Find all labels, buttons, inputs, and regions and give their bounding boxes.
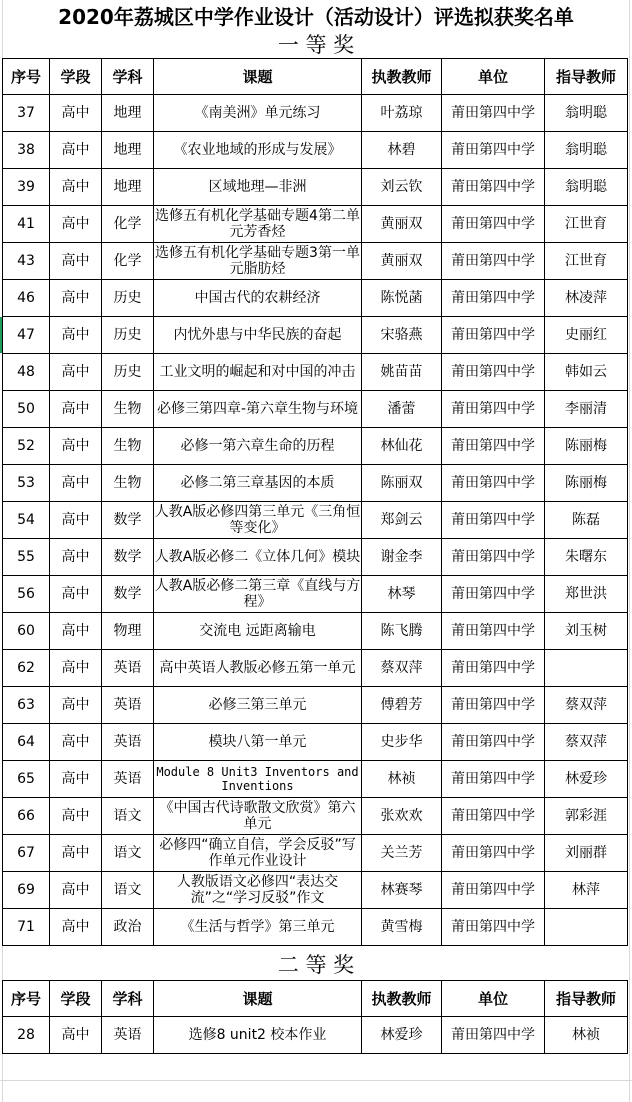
cell-advisor: 林祯 <box>545 1017 628 1054</box>
cell-subject: 语文 <box>102 872 154 909</box>
cell-teacher: 陈飞腾 <box>362 613 442 650</box>
cell-teacher: 张欢欢 <box>362 798 442 835</box>
cell-advisor: 朱曙东 <box>545 539 628 576</box>
cell-serial: 37 <box>3 95 50 132</box>
cell-advisor: 翁明聪 <box>545 132 628 169</box>
cell-unit: 莆田第四中学 <box>442 169 545 206</box>
table-row <box>3 613 628 650</box>
column-header: 学科 <box>102 59 154 95</box>
column-header: 指导教师 <box>545 59 628 95</box>
column-header: 序号 <box>3 59 50 95</box>
cell-teacher: 姚苗苗 <box>362 354 442 391</box>
column-header: 单位 <box>442 59 545 95</box>
cell-unit: 莆田第四中学 <box>442 576 545 613</box>
cell-topic: 模块八第一单元 <box>154 724 362 761</box>
table-row <box>3 243 628 280</box>
cell-topic: 必修一第六章生命的历程 <box>154 428 362 465</box>
cell-stage: 高中 <box>50 650 102 687</box>
cell-advisor: 翁明聪 <box>545 95 628 132</box>
cell-topic: 《生活与哲学》第三单元 <box>154 909 362 946</box>
table-row <box>3 872 628 909</box>
cell-advisor: 刘玉树 <box>545 613 628 650</box>
second-prize-table <box>2 980 628 1054</box>
cell-advisor: 郭彩涯 <box>545 798 628 835</box>
cell-subject: 物理 <box>102 613 154 650</box>
cell-teacher: 陈悦菡 <box>362 280 442 317</box>
cell-subject: 生物 <box>102 391 154 428</box>
cell-unit: 莆田第四中学 <box>442 206 545 243</box>
cell-stage: 高中 <box>50 280 102 317</box>
cell-unit: 莆田第四中学 <box>442 391 545 428</box>
cell-teacher: 史步华 <box>362 724 442 761</box>
cell-subject: 化学 <box>102 206 154 243</box>
cell-advisor <box>545 909 628 946</box>
cell-subject: 历史 <box>102 354 154 391</box>
table-row <box>3 909 628 946</box>
cell-stage: 高中 <box>50 1017 102 1054</box>
cell-teacher: 林爱珍 <box>362 1017 442 1054</box>
column-header: 执教教师 <box>362 59 442 95</box>
cell-unit: 莆田第四中学 <box>442 835 545 872</box>
cell-stage: 高中 <box>50 428 102 465</box>
cell-subject: 英语 <box>102 650 154 687</box>
cell-advisor: 林萍 <box>545 872 628 909</box>
cell-serial: 67 <box>3 835 50 872</box>
cell-stage: 高中 <box>50 169 102 206</box>
table-row <box>3 724 628 761</box>
column-header: 学段 <box>50 981 102 1017</box>
table-row <box>3 391 628 428</box>
cell-topic: 工业文明的崛起和对中国的冲击 <box>154 354 362 391</box>
cell-stage: 高中 <box>50 576 102 613</box>
cell-teacher: 黄雪梅 <box>362 909 442 946</box>
cell-unit: 莆田第四中学 <box>442 798 545 835</box>
cell-advisor: 林凌萍 <box>545 280 628 317</box>
cell-advisor: 林爱珍 <box>545 761 628 798</box>
cell-teacher: 林碧 <box>362 132 442 169</box>
cell-subject: 英语 <box>102 1017 154 1054</box>
cell-advisor: 陈丽梅 <box>545 465 628 502</box>
cell-unit: 莆田第四中学 <box>442 872 545 909</box>
cell-serial: 54 <box>3 502 50 539</box>
cell-topic: 高中英语人教版必修五第一单元 <box>154 650 362 687</box>
cell-serial: 66 <box>3 798 50 835</box>
cell-subject: 地理 <box>102 169 154 206</box>
cell-topic: 人教A版必修四第三单元《三角恒等变化》 <box>154 502 362 539</box>
cell-unit: 莆田第四中学 <box>442 539 545 576</box>
cell-advisor: 蔡双萍 <box>545 724 628 761</box>
cell-topic: 区域地理—非洲 <box>154 169 362 206</box>
cell-subject: 地理 <box>102 95 154 132</box>
cell-advisor: 蔡双萍 <box>545 687 628 724</box>
cell-serial: 38 <box>3 132 50 169</box>
table-row <box>3 1017 628 1054</box>
cell-stage: 高中 <box>50 206 102 243</box>
section-heading-second-prize: 二 等 奖 <box>277 953 355 977</box>
cell-stage: 高中 <box>50 613 102 650</box>
first-prize-table <box>2 58 628 946</box>
cell-teacher: 黄丽双 <box>362 243 442 280</box>
cell-stage: 高中 <box>50 687 102 724</box>
cell-stage: 高中 <box>50 798 102 835</box>
cell-topic: 人教A版必修二第三章《直线与方程》 <box>154 576 362 613</box>
cell-topic: 必修二第三章基因的本质 <box>154 465 362 502</box>
table-row <box>3 465 628 502</box>
table-row <box>3 206 628 243</box>
cell-teacher: 谢金李 <box>362 539 442 576</box>
cell-serial: 53 <box>3 465 50 502</box>
table-row <box>3 132 628 169</box>
cell-serial: 69 <box>3 872 50 909</box>
cell-teacher: 刘云钦 <box>362 169 442 206</box>
table-row <box>3 650 628 687</box>
cell-serial: 48 <box>3 354 50 391</box>
cell-subject: 数学 <box>102 539 154 576</box>
cell-subject: 英语 <box>102 761 154 798</box>
cell-unit: 莆田第四中学 <box>442 280 545 317</box>
cell-advisor: 李丽清 <box>545 391 628 428</box>
column-header: 单位 <box>442 981 545 1017</box>
cell-teacher: 陈丽双 <box>362 465 442 502</box>
cell-unit: 莆田第四中学 <box>442 1017 545 1054</box>
cell-topic: 交流电 远距离输电 <box>154 613 362 650</box>
column-header: 课题 <box>154 59 362 95</box>
cell-unit: 莆田第四中学 <box>442 317 545 354</box>
cell-unit: 莆田第四中学 <box>442 465 545 502</box>
cell-subject: 英语 <box>102 687 154 724</box>
cell-stage: 高中 <box>50 391 102 428</box>
table-row <box>3 798 628 835</box>
column-header: 序号 <box>3 981 50 1017</box>
cell-stage: 高中 <box>50 243 102 280</box>
table-row <box>3 502 628 539</box>
cell-stage: 高中 <box>50 724 102 761</box>
cell-serial: 28 <box>3 1017 50 1054</box>
cell-teacher: 宋骆燕 <box>362 317 442 354</box>
cell-stage: 高中 <box>50 761 102 798</box>
cell-stage: 高中 <box>50 502 102 539</box>
cell-subject: 化学 <box>102 243 154 280</box>
cell-teacher: 黄丽双 <box>362 206 442 243</box>
cell-advisor: 陈磊 <box>545 502 628 539</box>
cell-unit: 莆田第四中学 <box>442 428 545 465</box>
cell-serial: 71 <box>3 909 50 946</box>
cell-serial: 43 <box>3 243 50 280</box>
table-row <box>3 317 628 354</box>
cell-stage: 高中 <box>50 872 102 909</box>
cell-unit: 莆田第四中学 <box>442 132 545 169</box>
table-row <box>3 280 628 317</box>
cell-teacher: 林赛琴 <box>362 872 442 909</box>
cell-serial: 47 <box>3 317 50 354</box>
table-row <box>3 576 628 613</box>
cell-teacher: 林琴 <box>362 576 442 613</box>
cell-topic: Module 8 Unit3 Inventors and Inventions <box>154 761 362 798</box>
column-header: 学科 <box>102 981 154 1017</box>
column-header: 执教教师 <box>362 981 442 1017</box>
cell-teacher: 潘蕾 <box>362 391 442 428</box>
cell-serial: 56 <box>3 576 50 613</box>
table-header-row <box>3 981 628 1017</box>
cell-subject: 数学 <box>102 576 154 613</box>
cell-subject: 语文 <box>102 835 154 872</box>
cell-advisor: 翁明聪 <box>545 169 628 206</box>
cell-serial: 52 <box>3 428 50 465</box>
cell-subject: 英语 <box>102 724 154 761</box>
cell-teacher: 郑剑云 <box>362 502 442 539</box>
document-title: 2020年荔城区中学作业设计（活动设计）评选拟获奖名单 <box>58 5 574 29</box>
table-row <box>3 169 628 206</box>
cell-teacher: 傅碧芳 <box>362 687 442 724</box>
cell-topic: 《中国古代诗歌散文欣赏》第六单元 <box>154 798 362 835</box>
cell-unit: 莆田第四中学 <box>442 354 545 391</box>
cell-teacher: 关兰芳 <box>362 835 442 872</box>
cell-stage: 高中 <box>50 539 102 576</box>
cell-topic: 中国古代的农耕经济 <box>154 280 362 317</box>
cell-unit: 莆田第四中学 <box>442 613 545 650</box>
sheet-gridline <box>0 1080 632 1081</box>
table-row <box>3 687 628 724</box>
cell-unit: 莆田第四中学 <box>442 502 545 539</box>
cell-subject: 地理 <box>102 132 154 169</box>
column-header: 指导教师 <box>545 981 628 1017</box>
cell-advisor <box>545 650 628 687</box>
table-row <box>3 95 628 132</box>
cell-serial: 63 <box>3 687 50 724</box>
cell-subject: 政治 <box>102 909 154 946</box>
cell-topic: 内忧外患与中华民族的奋起 <box>154 317 362 354</box>
cell-advisor: 江世育 <box>545 243 628 280</box>
column-header: 学段 <box>50 59 102 95</box>
cell-topic: 《南美洲》单元练习 <box>154 95 362 132</box>
cell-advisor: 刘丽群 <box>545 835 628 872</box>
cell-unit: 莆田第四中学 <box>442 95 545 132</box>
cell-topic: 人教A版必修二《立体几何》模块 <box>154 539 362 576</box>
cell-stage: 高中 <box>50 354 102 391</box>
cell-stage: 高中 <box>50 95 102 132</box>
cell-topic: 必修三第三单元 <box>154 687 362 724</box>
cell-stage: 高中 <box>50 909 102 946</box>
cell-unit: 莆田第四中学 <box>442 650 545 687</box>
cell-advisor: 韩如云 <box>545 354 628 391</box>
cell-topic: 必修三第四章-第六章生物与环境 <box>154 391 362 428</box>
cell-topic: 必修四“确立自信，学会反驳”写作单元作业设计 <box>154 835 362 872</box>
cell-subject: 历史 <box>102 280 154 317</box>
cell-stage: 高中 <box>50 132 102 169</box>
column-header: 课题 <box>154 981 362 1017</box>
cell-unit: 莆田第四中学 <box>442 687 545 724</box>
cell-serial: 41 <box>3 206 50 243</box>
table-row <box>3 761 628 798</box>
cell-unit: 莆田第四中学 <box>442 761 545 798</box>
table-row <box>3 354 628 391</box>
cell-serial: 65 <box>3 761 50 798</box>
cell-serial: 64 <box>3 724 50 761</box>
cell-subject: 历史 <box>102 317 154 354</box>
table-row <box>3 428 628 465</box>
table-header-row <box>3 59 628 95</box>
cell-advisor: 江世育 <box>545 206 628 243</box>
cell-subject: 生物 <box>102 428 154 465</box>
cell-topic: 选修8 unit2 校本作业 <box>154 1017 362 1054</box>
cell-serial: 50 <box>3 391 50 428</box>
cell-stage: 高中 <box>50 465 102 502</box>
cell-unit: 莆田第四中学 <box>442 243 545 280</box>
cell-subject: 语文 <box>102 798 154 835</box>
cell-serial: 60 <box>3 613 50 650</box>
cell-serial: 39 <box>3 169 50 206</box>
cell-teacher: 叶荔琼 <box>362 95 442 132</box>
cell-advisor: 郑世洪 <box>545 576 628 613</box>
table-row <box>3 539 628 576</box>
cell-serial: 62 <box>3 650 50 687</box>
cell-subject: 数学 <box>102 502 154 539</box>
cell-stage: 高中 <box>50 835 102 872</box>
cell-teacher: 林祯 <box>362 761 442 798</box>
table-row <box>3 835 628 872</box>
cell-advisor: 史丽红 <box>545 317 628 354</box>
cell-stage: 高中 <box>50 317 102 354</box>
section-heading-first-prize: 一 等 奖 <box>277 33 355 57</box>
cell-serial: 46 <box>3 280 50 317</box>
cell-teacher: 蔡双萍 <box>362 650 442 687</box>
cell-topic: 选修五有机化学基础专题4第二单元芳香烃 <box>154 206 362 243</box>
cell-topic: 人教版语文必修四“表达交流”之“学习反驳”作文 <box>154 872 362 909</box>
cell-topic: 《农业地域的形成与发展》 <box>154 132 362 169</box>
cell-subject: 生物 <box>102 465 154 502</box>
cell-topic: 选修五有机化学基础专题3第一单元脂肪烃 <box>154 243 362 280</box>
cell-advisor: 陈丽梅 <box>545 428 628 465</box>
cell-serial: 55 <box>3 539 50 576</box>
cell-unit: 莆田第四中学 <box>442 909 545 946</box>
sheet-gridline <box>629 0 630 1102</box>
cell-teacher: 林仙花 <box>362 428 442 465</box>
cell-unit: 莆田第四中学 <box>442 724 545 761</box>
